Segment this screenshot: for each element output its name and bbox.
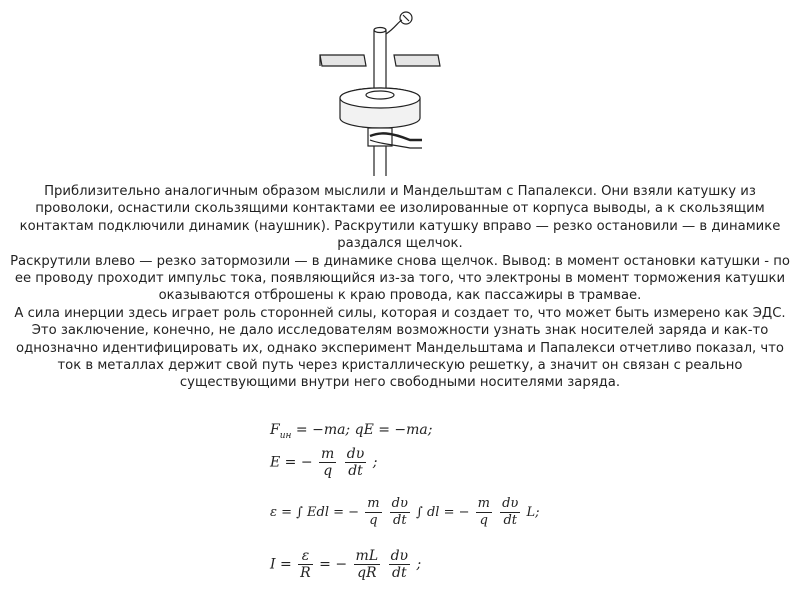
paragraph-2: Раскрутили влево — резко затормозили — в динамике снова щелчок. Вывод: в момент остановки катушки - по ее проводу проходит импульс тока, появляющийся из-за того, что электроны в момент торможения катушки оказываются отброшены к краю провода, как пассажиры в трамвае. — [10, 253, 790, 304]
paragraph-1: Приблизительно аналогичным образом мыслили и Мандельштам с Папалекси. Они взяли катушку из проволоки, оснастили скользящими контактами ее изолированные от корпуса выводы, а к скользящим контактам подключили динамик (наушник). Раскрутили катушку вправо — резко остановили — в динамике раздался щелчок. — [19, 184, 781, 252]
apparatus-figure — [310, 0, 470, 176]
formula-field-strength: E = − $\frac{m}{q}$ $\frac{d\upsilon}{dt}$ ; — [270, 446, 378, 479]
formula-emf: ε = ∫ Edl = − $\frac{m}{q}$ $\frac{d\upsilon}{dt}$ ∫ dl = − $\frac{m}{q}$ $\frac{d\upsilon}{dt}$ L; — [270, 496, 540, 528]
formula-current: I = $\frac{\varepsilon}{R}$ = − $\frac{mL}{qR}$ $\frac{d\upsilon}{dt}$ ; — [270, 548, 422, 581]
paragraph-3: А сила инерции здесь играет роль сторонней силы, которая и создает то, что может быть измерено как ЭДС. Это заключение, конечно, не дало исследователям возможности узнать знак носителей заряда и как-то однозначно идентифицировать их, однако эксперимент Мандельштама и Папалекси отчетливо показал, что ток в металлах держит свой путь через кристаллическую решетку, а значит он связан с реально существующими внутри него свободными носителями заряда. — [14, 305, 786, 391]
formula-block — [270, 410, 570, 600]
article-text — [10, 183, 790, 392]
inertia-coil-apparatus-icon — [310, 0, 470, 176]
formula-inertia-force: $F_{ин} = -ma$; qE = −ma; — [270, 422, 433, 441]
